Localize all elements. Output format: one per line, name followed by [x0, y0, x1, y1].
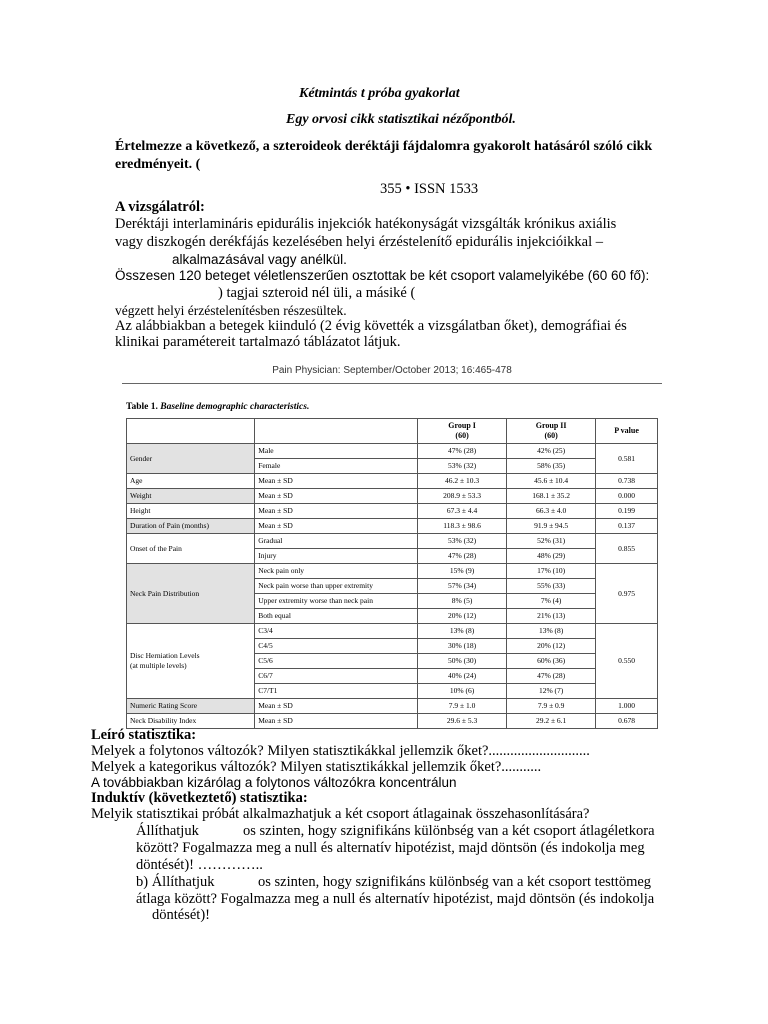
- group1-cell: 8% (5): [418, 594, 507, 609]
- study-paragraph-line: vagy diszkogén derékfájás kezelésében helyi érzéstelenítő epidurális injekcióikkal –: [115, 234, 603, 250]
- label-cell: Both equal: [255, 609, 418, 624]
- column-header-group1: Group I (60): [418, 419, 507, 444]
- label-cell: Neck pain only: [255, 564, 418, 579]
- variable-cell: Age: [127, 474, 255, 489]
- pvalue-cell: 0.199: [596, 504, 658, 519]
- column-header: [127, 419, 255, 444]
- group2-cell: 45.6 ± 10.4: [507, 474, 596, 489]
- group2-cell: 55% (33): [507, 579, 596, 594]
- table-row: [127, 624, 658, 639]
- label-cell: C5/6: [255, 654, 418, 669]
- question-b-line: döntését)!: [152, 907, 210, 923]
- question-a-lead: Állíthatjuk: [136, 823, 199, 839]
- table-caption: [126, 402, 309, 412]
- group1-cell: 118.3 ± 98.6: [418, 519, 507, 534]
- group2-cell: 17% (10): [507, 564, 596, 579]
- group1-cell: 50% (30): [418, 654, 507, 669]
- group1-cell: 30% (18): [418, 639, 507, 654]
- study-paragraph-line: Deréktáji interlamináris epidurális injekciók hatékonyságát vizsgálták krónikus axiális: [115, 216, 617, 232]
- group1-cell: 20% (12): [418, 609, 507, 624]
- study-paragraph-line: Az alábbiakban a betegek kiinduló (2 évig követték a vizsgálatban őket), demográfiai és: [115, 318, 627, 334]
- group1-cell: 46.2 ± 10.3: [418, 474, 507, 489]
- label-cell: C7/T1: [255, 684, 418, 699]
- group2-cell: 168.1 ± 35.2: [507, 489, 596, 504]
- variable-cell: Duration of Pain (months): [127, 519, 255, 534]
- journal-header: Pain Physician: September/October 2013; 16:465-478: [272, 365, 512, 376]
- group2-cell: 42% (25): [507, 444, 596, 459]
- variable-cell: Weight: [127, 489, 255, 504]
- descriptive-heading: Leíró statisztika:: [91, 727, 197, 743]
- group1-cell: 15% (9): [418, 564, 507, 579]
- table-header-row: [127, 419, 658, 444]
- pvalue-cell: 0.000: [596, 489, 658, 504]
- table-row: [127, 444, 658, 459]
- question-4: Melyik statisztikai próbát alkalmazhatjuk a két csoport átlagainak összehasonlítására?: [91, 806, 590, 822]
- pvalue-cell: 1.000: [596, 699, 658, 714]
- table-row: [127, 504, 658, 519]
- group2-cell: 91.9 ± 94.5: [507, 519, 596, 534]
- variable-cell: Neck Disability Index: [127, 714, 255, 729]
- label-cell: Upper extremity worse than neck pain: [255, 594, 418, 609]
- page-subtitle: Egy orvosi cikk statisztikai nézőpontból.: [286, 112, 516, 127]
- study-heading: A vizsgálatról:: [115, 199, 205, 215]
- group2-cell: 7.9 ± 0.9: [507, 699, 596, 714]
- group1-cell: 208.9 ± 53.3: [418, 489, 507, 504]
- table-row: [127, 474, 658, 489]
- table-row: [127, 699, 658, 714]
- group1-cell: 53% (32): [418, 534, 507, 549]
- baseline-table: [126, 418, 658, 729]
- question-a-line: között? Fogalmazza meg a null és alternatív hipotézist, majd döntsön (és indokolja meg: [136, 840, 645, 856]
- group1-cell: 53% (32): [418, 459, 507, 474]
- variable-cell: Onset of the Pain: [127, 534, 255, 564]
- column-header-pvalue: P value: [596, 419, 658, 444]
- group2-cell: 20% (12): [507, 639, 596, 654]
- group1-cell: 13% (8): [418, 624, 507, 639]
- label-cell: C6/7: [255, 669, 418, 684]
- label-cell: Mean ± SD: [255, 519, 418, 534]
- label-cell: Female: [255, 459, 418, 474]
- table-row: [127, 489, 658, 504]
- label-cell: Mean ± SD: [255, 699, 418, 714]
- group1-cell: 57% (34): [418, 579, 507, 594]
- pvalue-cell: 0.975: [596, 564, 658, 624]
- table-row: [127, 564, 658, 579]
- table-row: [127, 519, 658, 534]
- label-cell: Neck pain worse than upper extremity: [255, 579, 418, 594]
- group2-cell: 66.3 ± 4.0: [507, 504, 596, 519]
- pvalue-cell: 0.550: [596, 624, 658, 699]
- pvalue-cell: 0.855: [596, 534, 658, 564]
- question-1: Melyek a folytonos változók? Milyen statisztikákkal jellemzik őket?............................: [91, 743, 590, 759]
- group2-cell: 12% (7): [507, 684, 596, 699]
- label-cell: Mean ± SD: [255, 474, 418, 489]
- table-caption-label: Table 1.: [126, 402, 158, 412]
- variable-cell: Numeric Rating Score: [127, 699, 255, 714]
- question-b-line: os szinten, hogy szignifikáns különbség van a két csoport testtömeg: [258, 874, 652, 890]
- study-paragraph-line: klinikai paramétereit tartalmazó táblázatot látjuk.: [115, 334, 401, 350]
- study-paragraph-line: Összesen 120 beteget véletlenszerűen osztottak be két csoport valamelyikébe (60 60 fő):: [115, 268, 650, 283]
- group2-cell: 29.2 ± 6.1: [507, 714, 596, 729]
- label-cell: Male: [255, 444, 418, 459]
- group1-cell: 47% (28): [418, 444, 507, 459]
- group2-cell: 60% (36): [507, 654, 596, 669]
- variable-cell: Height: [127, 504, 255, 519]
- group2-cell: 13% (8): [507, 624, 596, 639]
- question-2: Melyek a kategorikus változók? Milyen statisztikákkal jellemzik őket?...........: [91, 759, 542, 775]
- column-header: [255, 419, 418, 444]
- inductive-heading: Induktív (következtető) statisztika:: [91, 790, 308, 806]
- question-a-line: döntését)! …………..: [136, 857, 263, 873]
- label-cell: C4/5: [255, 639, 418, 654]
- pvalue-cell: 0.738: [596, 474, 658, 489]
- group1-cell: 47% (28): [418, 549, 507, 564]
- group2-cell: 48% (29): [507, 549, 596, 564]
- instruction-line-2: eredményeit. (: [115, 157, 201, 172]
- group2-cell: 58% (35): [507, 459, 596, 474]
- group2-cell: 52% (31): [507, 534, 596, 549]
- table-row: [127, 714, 658, 729]
- instruction-line-1: Értelmezze a következő, a szteroideok deréktáji fájdalomra gyakorolt hatásáról szóló cikk: [115, 139, 653, 154]
- group1-cell: 7.9 ± 1.0: [418, 699, 507, 714]
- question-b-lead: b) Állíthatjuk: [136, 874, 215, 890]
- question-a-line: os szinten, hogy szignifikáns különbség van a két csoport átlagéletkora: [243, 823, 655, 839]
- pvalue-cell: 0.678: [596, 714, 658, 729]
- group2-cell: 7% (4): [507, 594, 596, 609]
- group2-cell: 21% (13): [507, 609, 596, 624]
- pvalue-cell: 0.137: [596, 519, 658, 534]
- label-cell: Mean ± SD: [255, 489, 418, 504]
- pvalue-cell: 0.581: [596, 444, 658, 474]
- issn-text: 355 • ISSN 1533: [380, 181, 479, 197]
- group1-cell: 10% (6): [418, 684, 507, 699]
- question-b-line: átlaga között? Fogalmazza meg a null és alternatív hipotézist, majd döntsön (és indokolja: [136, 891, 655, 907]
- table-caption-text: Baseline demographic characteristics.: [160, 402, 310, 412]
- page-title: Kétmintás t próba gyakorlat: [299, 86, 460, 101]
- journal-table-figure: [118, 362, 666, 725]
- group2-cell: 47% (28): [507, 669, 596, 684]
- group1-cell: 67.3 ± 4.4: [418, 504, 507, 519]
- label-cell: Gradual: [255, 534, 418, 549]
- header-divider: [122, 383, 662, 384]
- table-row: [127, 534, 658, 549]
- label-cell: Mean ± SD: [255, 504, 418, 519]
- variable-cell: Gender: [127, 444, 255, 474]
- study-paragraph-line: alkalmazásával vagy anélkül.: [172, 252, 347, 267]
- question-3: A továbbiakban kizárólag a folytonos változókra koncentrálun: [91, 775, 457, 790]
- study-paragraph-line: végzett helyi érzéstelenítésben részesültek.: [115, 303, 347, 318]
- label-cell: Injury: [255, 549, 418, 564]
- label-cell: C3/4: [255, 624, 418, 639]
- label-cell: Mean ± SD: [255, 714, 418, 729]
- variable-cell: Disc Herniation Levels (at multiple levels): [127, 624, 255, 699]
- study-paragraph-line: ) tagjai szteroid nél üli, a másiké (: [218, 285, 416, 301]
- variable-cell: Neck Pain Distribution: [127, 564, 255, 624]
- group1-cell: 40% (24): [418, 669, 507, 684]
- group1-cell: 29.6 ± 5.3: [418, 714, 507, 729]
- column-header-group2: Group II (60): [507, 419, 596, 444]
- table-body: [127, 444, 658, 729]
